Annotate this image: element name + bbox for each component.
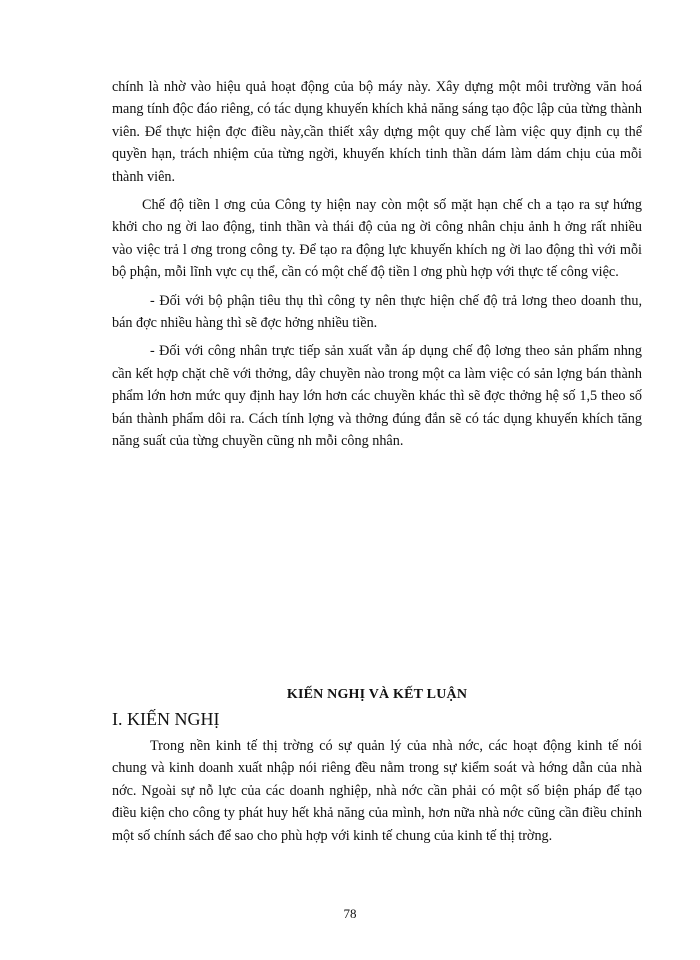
bullet-paragraph: - Đối với công nhân trực tiếp sản xuất vẫn áp dụng chế độ lơng theo sản phẩm nhng cần kết hợp chặt chẽ với thởng, dây chuyền nào trong một ca làm việc có sản lợng bán thành phẩm lớn hơn mức quy định hay lớn hơn các chuyền khác thì sẽ đợc thởng hệ số 1,5 theo số bán thành phẩm dôi ra. Cách tính lợng và thởng đúng đắn sẽ có tác dụng khuyến khích tăng năng suất của từng chuyền cũng nh mỗi công nhân. (112, 343, 642, 450)
bullet-paragraph: - Đối với bộ phận tiêu thụ thì công ty nên thực hiện chế độ trả lơng theo doanh thu, bán đợc nhiều hàng thì sẽ đợc hởng nhiều tiền. (112, 292, 642, 332)
body-text-bottom (112, 735, 642, 847)
subsection-heading: I. KIẾN NGHỊ (112, 709, 220, 729)
page-number: 78 (343, 906, 357, 921)
body-text-top (112, 76, 642, 453)
paragraph: chính là nhờ vào hiệu quả hoạt động của bộ máy này. Xây dựng một môi trường văn hoá mang tính độc đáo riêng, có tác dụng khuyến khích khả năng sáng tạo độc lập của từng thành viên. Để thực hiện đợc điều này,cần thiết xây dựng một quy chế làm việc quy định cụ thể quyền hạn, trách nhiệm của từng ngời, khuyến khích tinh thần dám làm dám chịu của mỗi thành viên. (112, 79, 642, 185)
paragraph: Trong nền kinh tế thị trờng có sự quản lý của nhà nớc, các hoạt động kinh tế nói chung và kinh doanh xuất nhập nói riêng đều nằm trong sự kiểm soát và hớng dẫn của nhà nớc. Ngoài sự nỗ lực của các doanh nghiệp, nhà nớc cần phải có một số biện pháp để tạo điều kiện cho công ty phát huy hết khả năng của mình, hơn nữa nhà nớc cũng cần điều chỉnh một số chính sách để sao cho phù hợp với kinh tế chung của kinh tế thị trờng. (112, 738, 642, 844)
paragraph: Chế độ tiền l ơng của Công ty hiện nay còn một số mặt hạn chế ch a tạo ra sự hứng khởi cho ng ời lao động, tinh thần và thái độ của ng ời công nhân chịu ảnh h ởng rất nhiều vào việc trả l ơng trong công ty. Để tạo ra động lực khuyến khích ng ời lao động thì với mỗi bộ phận, mỗi lĩnh vực cụ thể, cần có một chế độ tiền l ơng phù hợp với thực tế công việc. (112, 197, 642, 281)
section-title: KIẾN NGHỊ VÀ KẾT LUẬN (286, 687, 468, 702)
